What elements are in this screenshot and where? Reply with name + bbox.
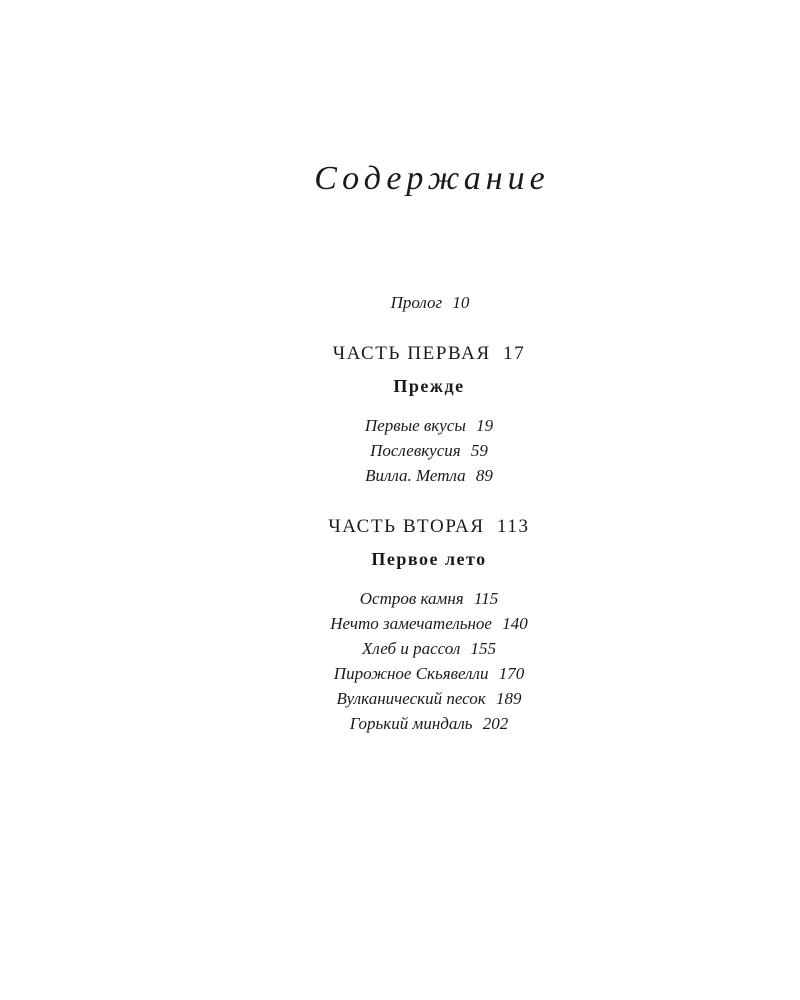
part-heading-label: ЧАСТЬ ПЕРВАЯ [332, 343, 491, 364]
toc-entry-page: 170 [498, 664, 525, 683]
toc-entry-label: Нечто замечательное [330, 614, 492, 633]
toc-entry [0, 686, 800, 711]
toc-entry [0, 463, 800, 488]
part-heading [0, 516, 800, 538]
part-heading [0, 343, 800, 365]
chapter-list [0, 586, 800, 736]
toc-entry-label: Остров камня [359, 589, 464, 608]
toc-entry-prologue [0, 293, 800, 313]
toc-entry-label: Горький миндаль [349, 714, 473, 733]
toc-entry [0, 611, 800, 636]
toc-part-two [0, 516, 800, 736]
toc-entry [0, 586, 800, 611]
toc-entry-page: 89 [475, 466, 493, 485]
toc-entry-page: 155 [470, 639, 496, 658]
toc-entry-page: 10 [452, 293, 470, 312]
toc-entry-label: Первые вкусы [364, 416, 466, 435]
toc-entry-page: 59 [470, 441, 488, 460]
toc-entry-label: Послевкусия [370, 441, 461, 460]
toc-entry-label: Вулканический песок [336, 689, 486, 708]
part-heading-page: 113 [497, 516, 530, 537]
toc-entry [0, 438, 800, 463]
toc-entry-label: Вилла. Метла [365, 466, 466, 485]
toc-entry-label: Хлеб и рассол [362, 639, 461, 658]
toc-entry [0, 661, 800, 686]
part-subtitle: Прежде [393, 376, 465, 396]
toc-entry-label: Пролог [390, 293, 443, 312]
part-heading-page: 17 [503, 343, 526, 364]
page-title: Содержание [314, 160, 550, 197]
toc-entry-label: Пирожное Скьявелли [333, 664, 489, 683]
toc-entry-page: 202 [482, 714, 509, 733]
toc-entry [0, 711, 800, 736]
toc-entry [0, 636, 800, 661]
toc-part-one [0, 343, 800, 488]
toc-entry-page: 19 [476, 416, 494, 435]
toc-entry-page: 140 [502, 614, 528, 633]
part-heading-label: ЧАСТЬ ВТОРАЯ [328, 516, 485, 537]
toc-entry-page: 115 [473, 589, 499, 608]
part-subtitle: Первое лето [371, 549, 487, 569]
toc-entry-page: 189 [495, 689, 522, 708]
toc-entry [0, 413, 800, 438]
chapter-list [0, 413, 800, 488]
